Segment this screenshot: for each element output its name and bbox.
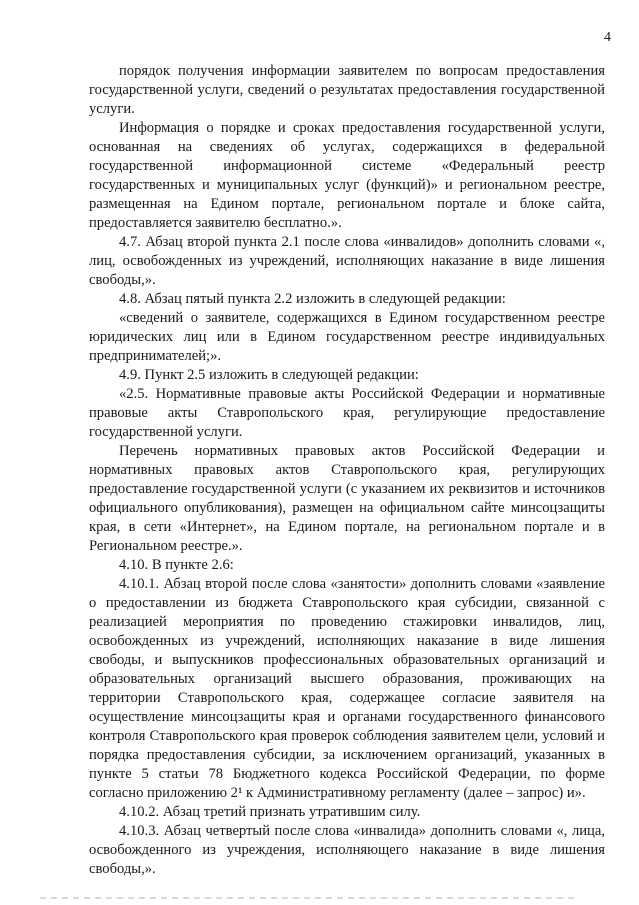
paragraph: 4.10.3. Абзац четвертый после слова «инвалида» дополнить словами «, лица, освобожденного из учреждения, исполняющего наказание в виде лишения свободы,». (89, 823, 605, 877)
document-body (89, 62, 605, 879)
paragraph: «2.5. Нормативные правовые акты Российской Федерации и нормативные правовые акты Ставропольского края, регулирующие предоставление государственной услуги. (89, 386, 605, 440)
page-number: 4 (604, 30, 611, 45)
paragraph: Перечень нормативных правовых актов Российской Федерации и нормативных правовых актов Ставропольского края, регулирующих предоставление государственной услуги (с указанием их реквизитов и источников официального опубликования), размещен на официальном сайте минсоцзащиты края, в сети «Интернет», на Едином портале, на региональном портале и в Региональном реестре.». (89, 443, 605, 554)
paragraph: 4.10.2. Абзац третий признать утратившим силу. (119, 804, 421, 820)
paragraph: 4.10.1. Абзац второй после слова «занятости» дополнить словами «заявление о предоставлении из бюджета Ставропольского края субсидии, связанной с реализацией мероприятия по проведению стажировки инвалидов, лиц, освобожденных из учреждений, исполняющих наказание в виде лишения свободы, и выпускников профессиональных образовательных организаций и образовательных организаций высшего образования, проживающих на территории Ставропольского края, содержащее согласие заявителя на осуществление минсоцзащиты края и органами государственного финансового контроля Ставропольского края проверок соблюдения заявителем цели, условий и порядка предоставления субсидии, за исключением организаций, указанных в пункте 5 статьи 78 Бюджетного кодекса Российской Федерации, по форме согласно приложению 2¹ к Административному регламенту (далее – запрос) и». (89, 576, 605, 801)
paragraph: Информация о порядке и сроках предоставления государственной услуги, основанная на сведениях об услугах, содержащихся в федеральной государственной информационной системе «Федеральный реестр государственных и муниципальных услуг (функций)» и региональном реестре, размещенная на Едином портале, региональном портале и блоке сайта, предоставляется заявителю бесплатно.». (89, 120, 605, 231)
paragraph: 4.8. Абзац пятый пункта 2.2 изложить в следующей редакции: (119, 291, 506, 307)
paragraph: порядок получения информации заявителем по вопросам предоставления государственной услуги, сведений о результатах предоставления государственной услуги. (89, 63, 605, 117)
paragraph: «сведений о заявителе, содержащихся в Едином государственном реестре юридических лиц или в Едином государственном реестре индивидуальных предпринимателей;». (89, 310, 605, 364)
scan-edge-artifact (40, 897, 579, 899)
paragraph: 4.10. В пункте 2.6: (119, 557, 234, 573)
paragraph: 4.9. Пункт 2.5 изложить в следующей редакции: (119, 367, 419, 383)
paragraph: 4.7. Абзац второй пункта 2.1 после слова «инвалидов» дополнить словами «, лиц, освобожденных из учреждений, исполняющих наказание в виде лишения свободы,». (89, 234, 605, 288)
